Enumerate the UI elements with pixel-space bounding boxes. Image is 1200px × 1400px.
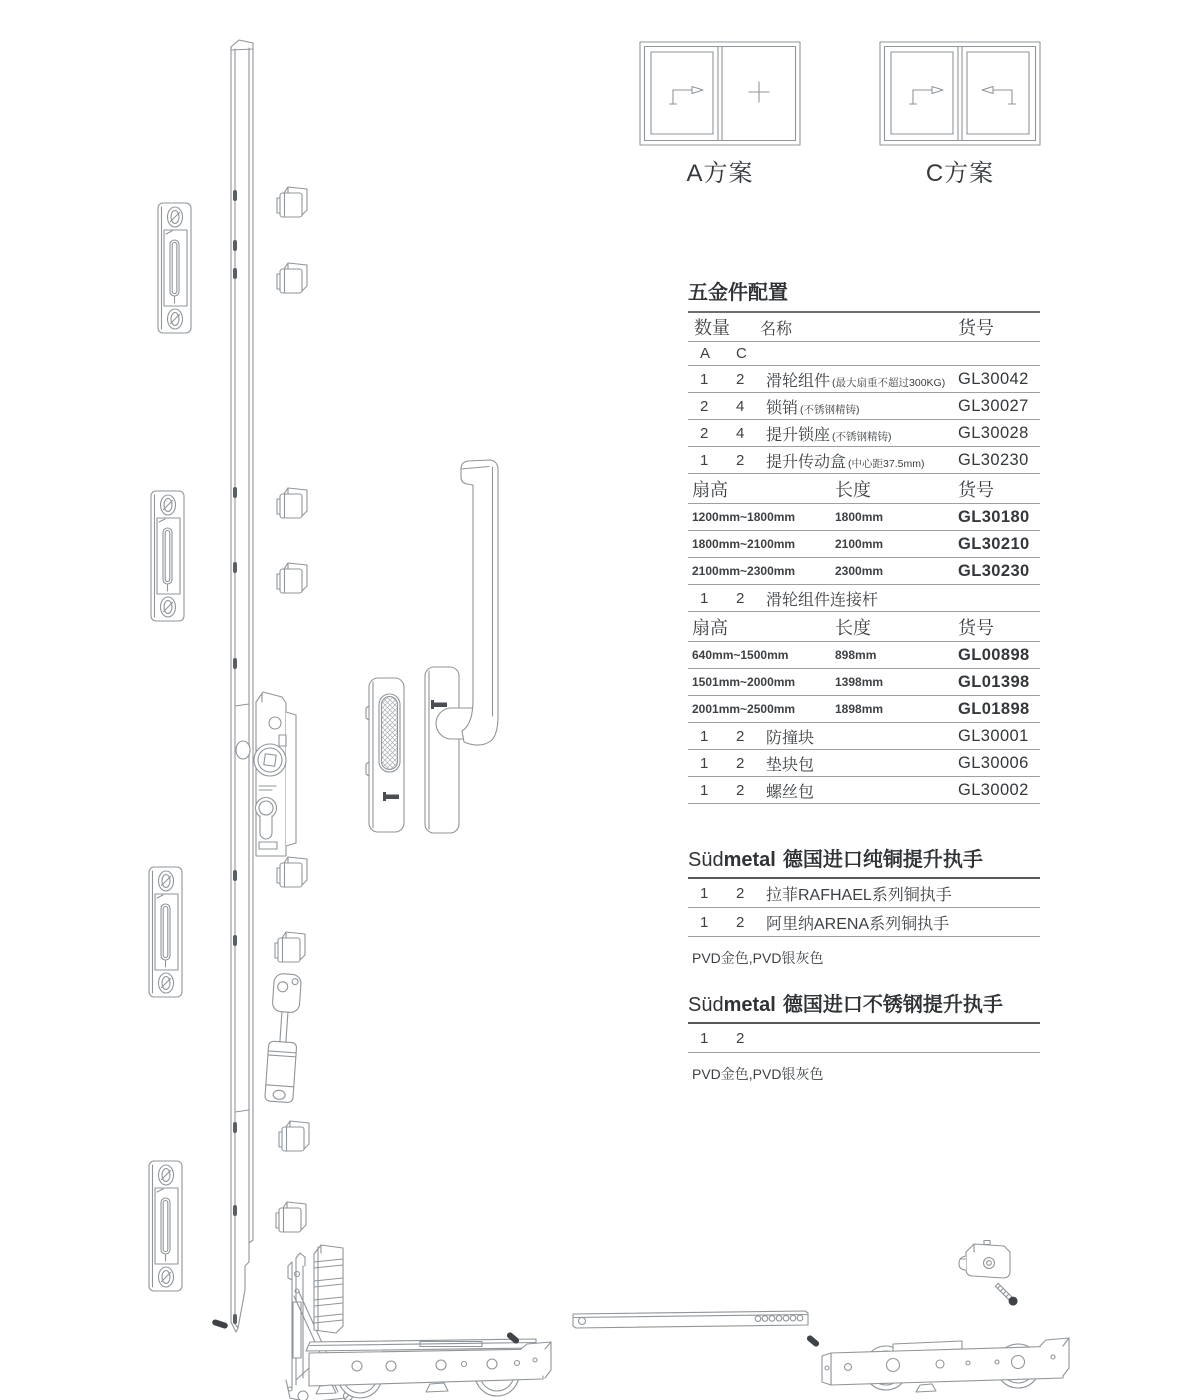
steel-handle-section <box>688 988 1040 1084</box>
col-header-a: A <box>700 345 711 362</box>
copper-handle-section <box>688 843 1040 968</box>
table-row: 1 2 <box>688 1024 1040 1053</box>
table-row: 1 2 垫块包 GL30006 <box>688 750 1040 777</box>
finish-note: PVD金色,PVD银灰色 <box>692 1066 824 1082</box>
lock-pin-block-6 <box>275 932 305 962</box>
size-header-row: 扇高 长度 货号 <box>688 474 1040 504</box>
set-pin-1 <box>211 1319 228 1330</box>
connector-bar-drawing <box>573 1311 808 1328</box>
scheme-a-diagram <box>640 42 800 145</box>
brand-name-bold: metal <box>723 994 776 1016</box>
lift-rail-drawing <box>231 40 253 1332</box>
col-header-c: C <box>736 345 747 362</box>
section-title-cn: 德国进口纯铜提升执手 <box>782 849 983 871</box>
col-header-qty: 数量 <box>694 318 730 338</box>
section-title-cn: 德国进口不锈钢提升执手 <box>782 994 1003 1016</box>
table-row: 2001mm~2500mm 1898mm GL01898 <box>688 696 1040 723</box>
screw-drawing <box>994 1282 1020 1308</box>
col-header-name: 名称 <box>760 320 793 338</box>
scheme-a-label: A方案 <box>686 160 754 187</box>
table-row: 2 4 锁销 (不锈钢精铸) GL30027 <box>688 393 1040 420</box>
table-row: 1 2 滑轮组件连接杆 <box>688 585 1040 612</box>
table-row: 1501mm~2000mm 1398mm GL01398 <box>688 669 1040 696</box>
lock-pin-block-3 <box>277 488 307 518</box>
lock-pin-block-2 <box>277 263 307 293</box>
table-row: 1 2 拉菲RAFHAEL系列铜执手 <box>688 879 1040 908</box>
roller-carriage-right-drawing <box>822 1338 1069 1392</box>
buffer-block-drawing <box>959 1241 1010 1279</box>
brand-name-light: Süd <box>688 994 724 1016</box>
table-row: 1 2 阿里纳ARENA系列铜执手 <box>688 908 1040 937</box>
lock-pin-block-4 <box>277 563 307 593</box>
table-row: 640mm~1500mm 898mm GL00898 <box>688 642 1040 669</box>
flat-pull-handle-drawing <box>366 678 404 832</box>
transmission-rod-drawing <box>265 973 302 1103</box>
table-row: 2100mm~2300mm 2300mm GL30230 <box>688 558 1040 585</box>
table-row: 1200mm~1800mm 1800mm GL30180 <box>688 504 1040 531</box>
brand-name-bold: metal <box>723 849 776 871</box>
table-row: 1 2 滑轮组件 (最大扇重不超过300KG) GL30042 <box>688 366 1040 393</box>
keeper-plate-3 <box>149 867 182 997</box>
brand-name-light: Süd <box>688 849 724 871</box>
table-row: 2 4 提升锁座 (不锈钢精铸) GL30028 <box>688 420 1040 447</box>
lift-slide-handle-drawing <box>425 460 498 833</box>
table-title: 五金件配置 <box>688 276 1040 313</box>
table-row: 1 2 螺丝包 GL30002 <box>688 777 1040 804</box>
col-header-sku: 货号 <box>958 318 994 338</box>
scheme-c-diagram <box>880 42 1040 145</box>
keeper-plate-4 <box>149 1161 182 1291</box>
size-header-row: 扇高 长度 货号 <box>688 612 1040 642</box>
hardware-config-table <box>688 276 1040 804</box>
lock-pin-block-1 <box>277 187 307 217</box>
lock-pin-block-7 <box>279 1121 309 1151</box>
table-header-row <box>688 313 1040 342</box>
set-pin-3 <box>806 1334 821 1348</box>
section-title <box>688 843 1040 879</box>
section-title <box>688 988 1040 1024</box>
lock-pin-block-8 <box>276 1202 306 1232</box>
roller-carriage-left-drawing <box>296 1339 551 1398</box>
keeper-plate-2 <box>151 491 184 621</box>
table-row: 1 2 提升传动盒 (中心距37.5mm) GL30230 <box>688 447 1040 474</box>
table-row: 1 2 防撞块 GL30001 <box>688 723 1040 750</box>
lock-pin-block-5 <box>277 857 307 887</box>
table-row: 1800mm~2100mm 2100mm GL30210 <box>688 531 1040 558</box>
finish-note: PVD金色,PVD银灰色 <box>692 950 824 966</box>
table-subheader-row <box>688 342 1040 366</box>
lift-gearbox-drawing <box>254 692 296 856</box>
keeper-plate-1 <box>158 203 191 333</box>
guide-block-drawing <box>314 1245 343 1333</box>
scheme-c-label: C方案 <box>925 160 995 187</box>
